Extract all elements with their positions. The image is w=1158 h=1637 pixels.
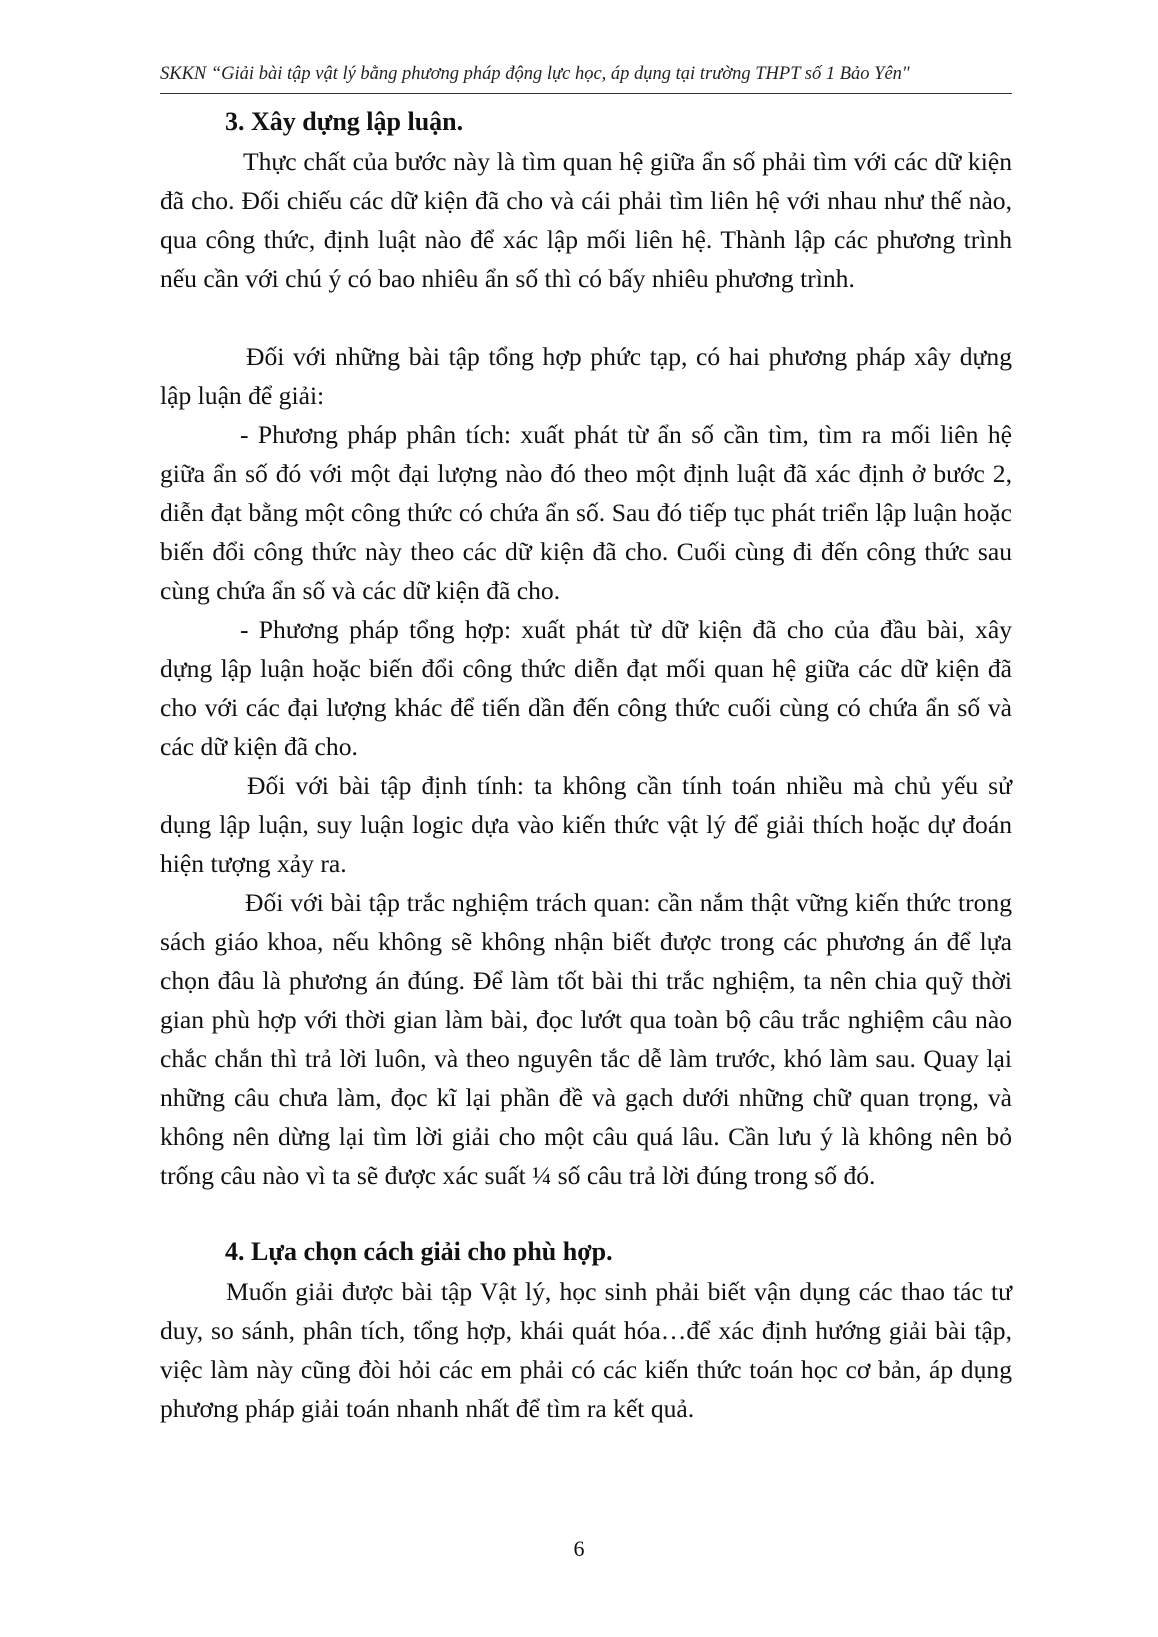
section-heading-4: 4. Lựa chọn cách giải cho phù hợp.	[225, 1237, 613, 1266]
paragraph-qualitative: Đối với bài tập định tính: ta không cần tính toán nhiều mà chủ yếu sử dụng lập luận, suy luận logic dựa vào kiến thức vật lý để giải thích hoặc dự đoán hiện tượng xảy ra.	[160, 771, 1012, 878]
running-header: SKKN “Giải bài tập vật lý bằng phương pháp động lực học, áp dụng tại trường THPT số 1 Bảo Yên"	[160, 64, 910, 84]
paragraph-analysis-method: - Phương pháp phân tích: xuất phát từ ẩn số cần tìm, tìm ra mối liên hệ giữa ẩn số đó với một đại lượng nào đó theo một định luật đã xác định ở bước 2, diễn đạt bằng một công thức có chứa ẩn số. Sau đó tiếp tục phát triển lập luận hoặc biến đổi công thức này theo các dữ kiện đã cho. Cuối cùng đi đến công thức sau cùng chứa ẩn số và các dữ kiện đã cho.	[160, 420, 1012, 605]
paragraph-solution-choice: Muốn giải được bài tập Vật lý, học sinh phải biết vận dụng các thao tác tư duy, so sánh, phân tích, tổng hợp, khái quát hóa…để xác định hướng giải bài tập, việc làm này cũng đòi hỏi các em phải có các kiến thức toán học cơ bản, áp dụng phương pháp giải toán nhanh nhất để tìm ra kết quả.	[160, 1277, 1012, 1423]
paragraph-1: Thực chất của bước này là tìm quan hệ giữa ẩn số phải tìm với các dữ kiện đã cho. Đối chiếu các dữ kiện đã cho và cái phải tìm liên hệ với nhau như thế nào, qua công thức, định luật nào để xác lập mối liên hệ. Thành lập các phương trình nếu cần với chú ý có bao nhiêu ẩn số thì có bấy nhiêu phương trình.	[160, 147, 1012, 293]
header-rule	[160, 93, 1012, 94]
paragraph-multiple-choice: Đối với bài tập trắc nghiệm trách quan: cần nắm thật vững kiến thức trong sách giáo khoa, nếu không sẽ không nhận biết được trong các phương án để lựa chọn đâu là phương án đúng. Để làm tốt bài thi trắc nghiệm, ta nên chia quỹ thời gian phù hợp với thời gian làm bài, đọc lướt qua toàn bộ câu trắc nghiệm câu nào chắc chắn thì trả lời luôn, và theo nguyên tắc dễ làm trước, khó làm sau. Quay lại những câu chưa làm, đọc kĩ lại phần đề và gạch dưới những chữ quan trọng, và không nên dừng lại tìm lời giải cho một câu quá lâu. Cần lưu ý là không nên bỏ trống câu nào vì ta sẽ được xác suất ¼ số câu trả lời đúng trong số đó.	[160, 888, 1012, 1190]
page-number: 6	[573, 1536, 585, 1561]
paragraph-synthesis-method: - Phương pháp tổng hợp: xuất phát từ dữ kiện đã cho của đầu bài, xây dựng lập luận hoặc biến đổi công thức diễn đạt mối quan hệ giữa các dữ kiện đã cho với các đại lượng khác để tiến dần đến công thức cuối cùng có chứa ẩn số và các dữ kiện đã cho.	[160, 615, 1012, 761]
paragraph-2: Đối với những bài tập tổng hợp phức tạp, có hai phương pháp xây dựng lập luận để giải:	[160, 342, 1012, 410]
section-heading-3: 3. Xây dựng lập luận.	[225, 107, 464, 136]
